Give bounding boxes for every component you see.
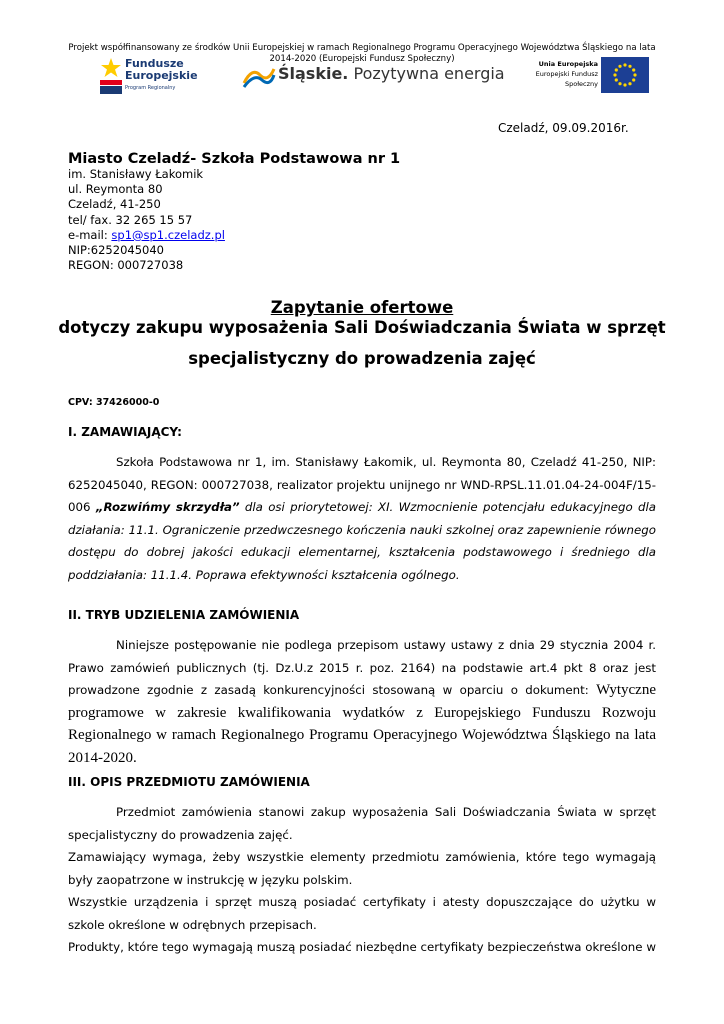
fe-logo-line1: Fundusze [125, 57, 184, 70]
slaskie-word: Śląskie. [278, 64, 349, 83]
address-line: Czeladź, 41-250 [68, 197, 161, 212]
slaskie-logo-text [278, 64, 505, 83]
section-3-p1: Przedmiot zamówienia stanowi zakup wyposażenia Sali Doświadczania Świata w sprzęt specjalistyczny do prowadzenia zajęć. [68, 805, 656, 842]
document-title: Zapytanie ofertowe [270, 298, 454, 317]
nip-line: NIP:6252045040 [68, 243, 164, 258]
eu-logo-text [512, 59, 598, 89]
section-1-body [68, 451, 656, 586]
section-3-paragraph: Produkty, które tego wymagają muszą posiadać niezbędne certyfikaty bezpieczeństwa określone w [68, 940, 656, 954]
school-address-block [68, 167, 225, 273]
email-link[interactable]: sp1@sp1.czeladz.pl [111, 227, 225, 242]
eu-line2: Europejski Fundusz Społeczny [535, 70, 598, 88]
eu-line1: Unia Europejska [538, 60, 598, 68]
section-3-paragraph: Wszystkie urządzenia i sprzęt muszą posiadać certyfikaty i atesty dopuszczające do użytku w szkole określone w odrębnych przepisach. [68, 895, 656, 932]
address-line: tel/ fax. 32 265 15 57 [68, 212, 193, 227]
cpv-code: CPV: 37426000-0 [68, 397, 160, 408]
section-3-body [68, 801, 656, 959]
slaskie-tagline: Pozytywna energia [353, 64, 505, 83]
project-funding-note: Projekt współfinansowany ze środków Unii Europejskiej w ramach Regionalnego Programu Operacyjnego Województwa Śląskiego na lata 2014-2020 (Europejski Fundusz Społeczny) [68, 43, 656, 64]
address-line: ul. Reymonta 80 [68, 182, 163, 197]
fe-star-icon [98, 56, 124, 96]
fe-logo-line2: Europejskie [125, 69, 198, 82]
section-1-heading: I. ZAMAWIAJĄCY: [68, 425, 182, 439]
section-2-text: Niniejsze postępowanie nie podlega przepisom ustawy ustawy z dnia 29 stycznia 2004 r. Prawo zamówień publicznych (tj. Dz.U.z 2015 r. poz. 2164) na podstawie art.4 pkt 8 oraz jest prowadzone zgodnie z zasadą konkurencyjności stosowaną w oparciu o dokument: [68, 638, 656, 697]
section-3-paragraph: Zamawiający wymaga, żeby wszystkie elementy przedmiotu zamówienia, które tego wymagają były zaopatrzone w instrukcję w języku polskim. [68, 850, 656, 887]
address-line: im. Stanisławy Łakomik [68, 167, 204, 181]
section-2-heading: II. TRYB UDZIELENIA ZAMÓWIENIA [68, 608, 300, 622]
project-name: „Rozwińmy skrzydła” [95, 500, 240, 514]
section-2-body [68, 634, 656, 769]
fe-logo-subtitle: Program Regionalny [125, 85, 176, 91]
fe-logo-text [125, 58, 198, 82]
email-label: e-mail: [68, 227, 112, 242]
section-3-paragraph [68, 801, 656, 846]
document-subtitle-line2: specjalistyczny do prowadzenia zajęć [188, 349, 536, 368]
email-line [68, 228, 225, 243]
section-1-text: Szkoła Podstawowa nr 1, im. Stanisławy Łakomik, ul. Reymonta 80, Czeladź 41-250, NIP: 6252045040, REGON: 000727038, realizator projektu unijnego nr WND-RPSL.11.01.04-24-004F/15-006 [68, 455, 656, 514]
school-name: Miasto Czeladź- Szkoła Podstawowa nr 1 [68, 151, 401, 167]
section-1-italic-text: dla osi priorytetowej: XI. Wzmocnienie potencjału edukacyjnego dla działania: 11.1. Ograniczenie przedwczesnego kończenia nauki szkolnej oraz zapewnienie równego dostępu do dobrej jakości edukacji elementarnej, kształcenia podstawowego i średniego dla poddziałania: 11.1.4. Poprawa efektywności kształcenia ogólnego. [68, 500, 656, 582]
regon-line: REGON: 000727038 [68, 258, 184, 273]
document-date: Czeladź, 09.09.2016r. [498, 121, 629, 135]
section-2-guidelines: Wytyczne programowe w zakresie kwalifikowania wydatków z Europejskiego Funduszu Rozwoju Regionalnego w ramach Regionalnego Programu Operacyjnego Województwa Śląskiego na lata 2014-2020. [68, 682, 656, 766]
slaskie-wave-icon [242, 63, 276, 91]
section-3-heading: III. OPIS PRZEDMIOTU ZAMÓWIENIA [68, 775, 310, 789]
eu-flag-icon [601, 57, 649, 93]
document-subtitle-line1: dotyczy zakupu wyposażenia Sali Doświadczania Świata w sprzęt [58, 318, 666, 337]
